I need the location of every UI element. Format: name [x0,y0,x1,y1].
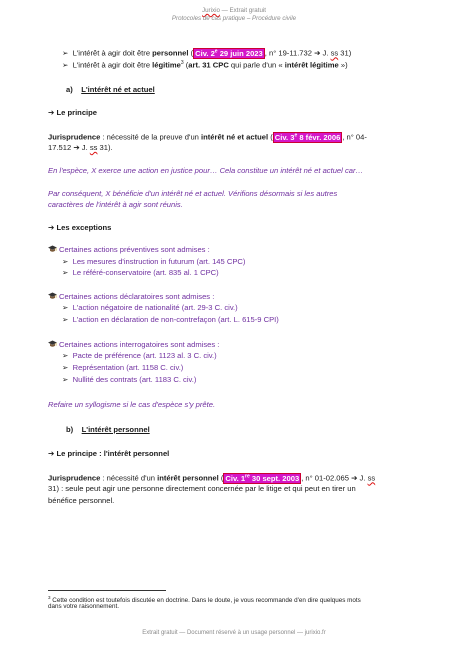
paragraph-continuation: 31) : seule peut agir une personne directement concernée par le litige et qui peut en tirer un [48,484,356,493]
paragraph-continuation: 17.512 ➔ J. ss 31). [48,143,113,152]
list-item: ➢ Le référé-conservatoire (art. 835 al. 1 CPC) [62,268,219,277]
page-footer: Extrait gratuit — Document réservé à un usage personnel — jurixio.fr [142,630,326,636]
bullet-arrow-icon: ➢ [62,375,69,384]
list-item: ➢ Les mesures d'instruction in futurum (art. 145 CPC) [62,257,246,266]
paragraph-espece: En l'espèce, X exerce une action en justice pour… Cela constitue un intérêt né et actuel car… [48,166,364,175]
bullet-arrow-icon: ➢ [62,257,69,266]
paragraph: Jurisprudence : nécessité d'un intérêt personnel ( Civ. 1re 30 sept. 2003 , n° 01-02.065 ➔ J. ss [48,473,376,483]
paragraph-consequent: Par conséquent, X bénéficie d'un intérêt né et actuel. Vérifions désormais si les autres [48,189,338,198]
footnote-separator [48,590,166,591]
category-heading: Certaines actions préventives sont admises : [48,244,210,255]
list-item: ➢ Nullité des contrats (art. 1183 C. civ.) [62,375,197,384]
graduation-cap-icon [48,245,57,253]
bullet-arrow-icon: ➢ [62,48,69,58]
paragraph-syllogisme: Refaire un syllogisme si le cas d'espèce s'y prête. [48,400,216,409]
subsection-heading: ➔ Les exceptions [48,223,112,232]
graduation-cap-icon [48,292,57,300]
arrow-right-icon: ➔ [48,223,55,232]
page-header [0,7,468,14]
paragraph-consequent-2: caractères de l'intérêt à agir sont réunis. [48,200,183,209]
paragraph: Jurisprudence : nécessité de la preuve d'un intérêt né et actuel ( Civ. 3e 8 févr. 2006 , n° 04- [48,132,367,142]
list-item: ➢ L'intérêt à agir doit être légitime$^3$ (art. 31 CPC qui parle d'un « intérêt légitime ») [62,60,348,70]
section-heading: b) L'intérêt personnel [66,425,150,434]
list-item: ➢ Représentation (art. 1158 C. civ.) [62,363,184,372]
section-heading: a) L'intérêt né et actuel [66,85,155,94]
arrow-right-icon: ➔ [48,449,55,458]
subsection-heading: ➔ Le principe : l'intérêt personnel [48,449,170,458]
bullet-arrow-icon: ➢ [62,363,69,372]
paragraph-continuation: bénéfice personnel. [48,496,115,505]
case-reference: Civ. 3e 8 févr. 2006 [274,132,341,142]
subsection-heading: ➔ Le principe [48,108,98,117]
case-reference: Civ. 2e 29 juin 2023 [195,48,263,58]
list-item: ➢ Pacte de préférence (art. 1123 al. 3 C. civ.) [62,351,217,360]
list-item: ➢ L'intérêt à agir doit être personnel ( Civ. 2e 29 juin 2023 , n° 19-11.732 ➔ J. ss 31) [62,48,352,58]
case-reference: Civ. 1re 30 sept. 2003 [225,473,300,483]
category-heading: Certaines actions interrogatoires sont admises : [48,339,219,350]
header-suffix: — Extrait gratuit [219,7,266,14]
bullet-arrow-icon: ➢ [62,268,69,277]
bullet-arrow-icon: ➢ [62,303,69,312]
list-item: ➢ L'action en déclaration de non-contrefaçon (art. L. 615-9 CPI) [62,315,279,324]
page-subtitle: Protocoles de cas pratique – Procédure civile [171,15,297,22]
footnote: $^3$ Cette condition est toutefois discutée en doctrine. Dans le doute, je vous recommande d'en dire quelques mots [48,595,361,605]
category-heading: Certaines actions déclaratoires sont admises : [48,291,214,302]
bullet-arrow-icon: ➢ [62,351,69,360]
bullet-arrow-icon: ➢ [62,60,69,70]
arrow-right-icon: ➔ [48,108,55,117]
bullet-arrow-icon: ➢ [62,315,69,324]
footnote-continuation: dans votre raisonnement. [48,603,120,610]
brand-name: Jurixio [202,7,220,14]
graduation-cap-icon [48,340,57,348]
list-item: ➢ L'action négatoire de nationalité (art. 29-3 C. civ.) [62,303,238,312]
